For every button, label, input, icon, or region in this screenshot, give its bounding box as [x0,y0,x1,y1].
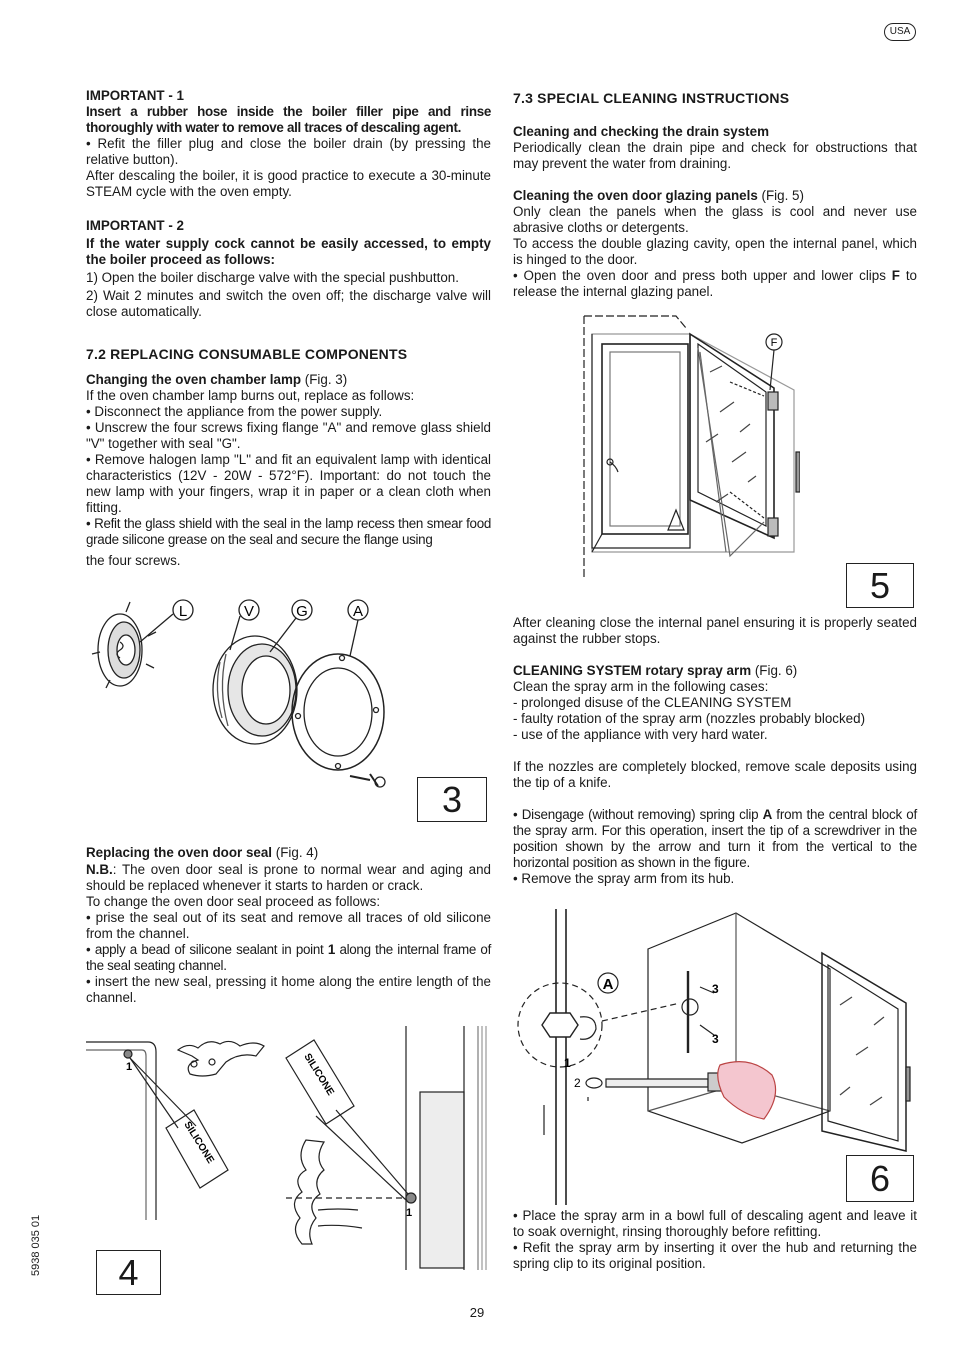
drain-heading: Cleaning and checking the drain system [513,124,769,139]
important-1-warning: Insert a rubber hose inside the boiler filler pipe and rinse thoroughly with water to remove all traces of descaling agent. [86,104,491,135]
fig5-label-f: F [770,337,778,349]
left-column [86,88,491,569]
fig4-silicone-label-left: SILICONE [181,1119,216,1166]
spray-arm-heading: CLEANING SYSTEM rotary spray arm (Fig. 6) [513,663,798,678]
drain-text: Periodically clean the drain pipe and check for obstructions that may prevent the water from draining. [513,140,917,171]
fig6-label-3-top: 3 [712,982,719,996]
lamp-heading: Changing the oven chamber lamp (Fig. 3) [86,372,348,387]
seal-note: N.B.: The oven door seal is prone to normal wear and aging and should be replaced whenever it starts to harden or crack. [86,862,491,893]
nozzle-text: If the nozzles are completely blocked, remove scale deposits using the tip of a knife. [513,759,917,790]
glazing-heading: Cleaning the oven door glazing panels (Fig. 5) [513,188,804,203]
spray-arm-intro: Clean the spray arm in the following cases: [513,679,769,694]
figure-4-door-seal-diagram [86,1020,492,1270]
important-2-warning: If the water supply cock cannot be easily accessed, to empty the boiler proceed as follows: [86,236,491,267]
important-1-note: After descaling the boiler, it is good practice to execute a 30-minute STEAM cycle with the oven empty. [86,168,491,199]
page-number: 29 [469,1305,485,1320]
glazing-text-1: Only clean the panels when the glass is cool and never use abrasive cloths or detergents. [513,204,917,235]
spray-arm-case-1: - prolonged disuse of the CLEANING SYSTEM [513,695,792,710]
spring-clip-step: • Disengage (without removing) spring clip A from the central block of the spray arm. For this operation, insert the tip of a screwdriver in the position shown by the arrow and turn it from the vertical to the horizontal position as shown in the figure. [513,807,917,870]
lamp-step-1: • Disconnect the appliance from the power supply. [86,404,383,419]
lamp-intro: If the oven chamber lamp burns out, replace as follows: [86,388,415,403]
seal-step-1: • prise the seal out of its seat and remove all traces of old silicone from the channel. [86,910,491,941]
fig6-label-a: A [602,976,614,993]
lamp-step-4: • Refit the glass shield with the seal in the lamp recess then smear food grade silicone grease on the seal and secure the flange using [86,516,491,547]
lamp-step-4-end: the four screws. [86,553,181,568]
seal-heading: Replacing the oven door seal (Fig. 4) [86,845,319,860]
remove-arm-step: • Remove the spray arm from its hub. [513,871,735,886]
refit-step: • Refit the spray arm by inserting it over the hub and returning the spring clip to its original position. [513,1240,917,1271]
section-7-2-heading: 7.2 REPLACING CONSUMABLE COMPONENTS [86,346,408,362]
fig4-point-right: 1 [406,1207,413,1219]
fig3-label-l: L [178,603,188,620]
glazing-text-2: To access the double glazing cavity, open the internal panel, which is hinged to the door. [513,236,917,267]
figure-6-number: 6 [846,1155,914,1202]
important-1-title: IMPORTANT - 1 [86,88,184,103]
fig4-silicone-label-right: SILICONE [301,1051,336,1098]
fig6-label-1: 1 [564,1056,571,1070]
right-column-lower [513,615,917,887]
seal-intro: To change the oven door seal proceed as follows: [86,894,381,909]
figure-3-lamp-diagram [80,590,410,800]
section-7-3-heading: 7.3 SPECIAL CLEANING INSTRUCTIONS [513,90,790,106]
figure-5-number: 5 [846,563,914,608]
spray-arm-case-2: - faulty rotation of the spray arm (nozzles probably blocked) [513,711,866,726]
seal-step-3: • insert the new seal, pressing it home along the entire length of the channel. [86,974,491,1005]
left-column-lower [86,845,491,1006]
fig3-label-a: A [352,603,364,620]
fig3-label-v: V [243,603,255,620]
document-code: 5938 035 01 [30,1214,42,1276]
soak-step: • Place the spray arm in a bowl full of descaling agent and leave it to soak overnight, rinsing thoroughly before refitting. [513,1208,917,1239]
important-2-step-1: 1) Open the boiler discharge valve with the special pushbutton. [86,270,459,285]
fig6-label-3-bottom: 3 [712,1032,719,1046]
right-column [513,90,917,300]
country-badge: USA [884,23,916,41]
figure-3-number: 3 [417,777,487,822]
important-1-step: • Refit the filler plug and close the boiler drain (by pressing the relative button). [86,136,491,167]
right-column-bottom [513,1208,917,1272]
spray-arm-case-3: - use of the appliance with very hard water. [513,727,768,742]
after-cleaning-text: After cleaning close the internal panel ensuring it is properly seated against the rubber stops. [513,615,917,646]
fig3-label-g: G [296,603,308,620]
glazing-step: • Open the oven door and press both upper and lower clips F to release the internal glazing panel. [513,268,917,299]
figure-5-oven-door-diagram [580,312,800,580]
important-2-title: IMPORTANT - 2 [86,218,184,233]
fig6-label-2: 2 [574,1076,581,1090]
fig4-point-left: 1 [126,1061,133,1073]
seal-step-2: • apply a bead of silicone sealant in point 1 along the internal frame of the seal seating channel. [86,942,492,973]
lamp-step-3: • Remove halogen lamp "L" and fit an equivalent lamp with identical characteristics (12V - 20W - 572°F). Important: do not touch the new lamp with your fingers, wrap it in paper or a clean cloth when fitting. [86,452,491,515]
figure-4-number: 4 [96,1250,161,1295]
important-2-step-2: 2) Wait 2 minutes and switch the oven off; the discharge valve will close automatically. [86,288,491,319]
lamp-step-2: • Unscrew the four screws fixing flange "A" and remove glass shield "V" together with seal "G". [86,420,491,451]
